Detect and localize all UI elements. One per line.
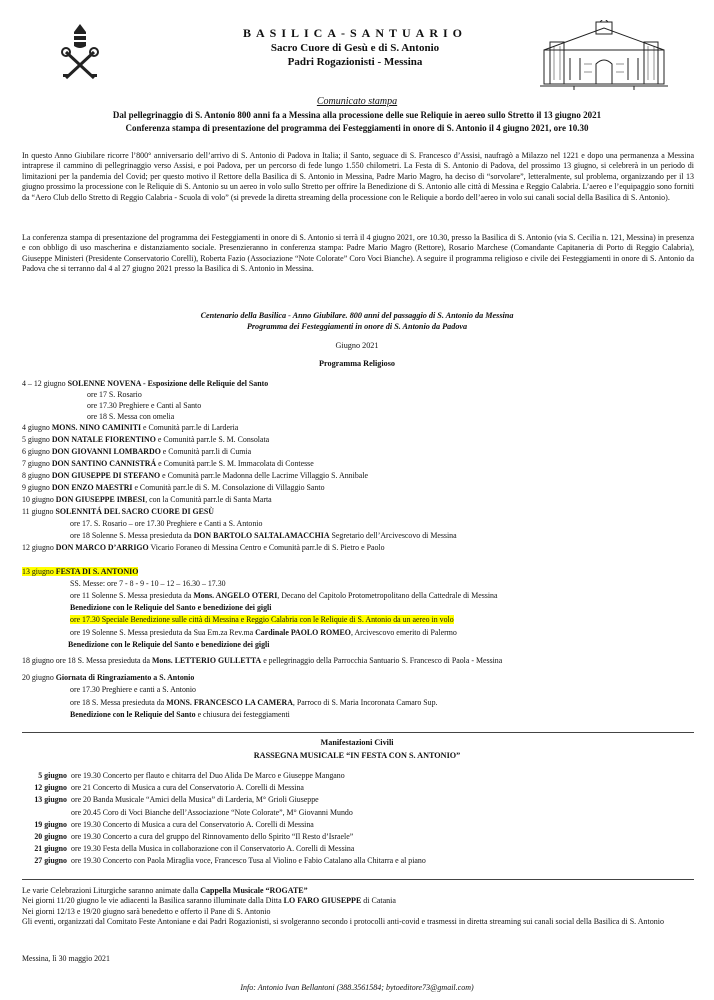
program-text: SOLENNITÁ DEL SACRO CUORE DI GESÙ [55, 507, 214, 516]
program-text: Benedizione con le Reliquie del Santo e benedizione dei gigli [70, 603, 272, 612]
program-text: FESTA DI S. ANTONIO [55, 567, 139, 576]
religious-program-row [22, 507, 214, 517]
date-line: Messina, lì 30 maggio 2021 [22, 954, 110, 963]
program-text: Mons. ANGELO OTERI [193, 591, 278, 600]
program-text: ore 17.30 Preghiere e Canti al Santo [87, 401, 202, 410]
concert-description: ore 19.30 Festa della Musica in collaborazione con il Conservatorio A. Corelli di Messina [71, 844, 355, 854]
program-text: ore 11 Solenne S. Messa presieduta da [70, 591, 194, 600]
concert-date: 21 giugno [34, 844, 67, 854]
basilica-subtitle: Sacro Cuore di Gesù e di S. Antonio [270, 42, 440, 54]
concert-description: ore 19.30 Concerto di Musica a cura del Conservatorio A. Corelli di Messina [71, 819, 314, 829]
concert-date: 5 giugno [38, 771, 67, 780]
program-text: 12 giugno [22, 543, 56, 552]
contact-info: Info: Antonio Ivan Bellantoni (388.3561584; bytoeditore73@gmail.com) [240, 983, 474, 992]
concert-description: ore 19.30 Concerto con Paola Miraglia voce, Francesco Tusa al Violino e Fabio Catalano alla Chitarra e al piano [71, 856, 426, 866]
program-text: SOLENNE NOVENA - Esposizione delle Reliquie del Santo [67, 379, 269, 388]
program-text: ore 18 S. Messa con omelia [87, 412, 175, 421]
program-text: DON GIUSEPPE IMBESI [55, 495, 146, 504]
program-text: 4 giugno [22, 423, 52, 432]
program-text: e Comunità parr.le S. M. Immacolata di Contesse [156, 459, 314, 468]
basilica-order: Padri Rogazionisti - Messina [287, 56, 423, 68]
closing-text: Nei giorni 12/13 e 19/20 giugno sarà benedetto e offerto il Pane di S. Antonio [22, 906, 271, 916]
closing-text: Nei giorni 11/20 giugno le vie adiacenti la Basilica saranno illuminate dalla Ditta [22, 896, 284, 906]
program-text: 18 giugno ore 18 S. Messa presieduta da [22, 656, 152, 665]
program-text: Cardinale PAOLO ROMEO [255, 628, 351, 637]
program-header-line2: Programma dei Festeggiamenti in onore di S. Antonio da Padova [246, 322, 468, 331]
program-text: 4 – 12 giugno [22, 379, 68, 388]
program-month: Giugno 2021 [335, 341, 379, 350]
religious-program-row [70, 710, 290, 720]
program-text: ore 18 S. Messa presieduta da [70, 698, 167, 707]
religious-program-row [70, 628, 457, 638]
religious-program-row [22, 379, 268, 389]
concert-date: 27 giugno [34, 856, 67, 866]
religious-program-row [87, 401, 201, 411]
program-text: DON GIOVANNI LOMBARDO [51, 447, 161, 456]
religious-program-row [22, 656, 502, 666]
closing-text: Gli eventi, organizzati dal Comitato Feste Antoniane e dai Padri Rogazionisti, si svolgeranno secondo i protocolli anti-covid e trasmessi in diretta streaming sui canali social della Basilica di S. Antonio [22, 917, 664, 927]
program-text: 9 giugno [22, 483, 52, 492]
press-release-label: Comunicato stampa [316, 96, 398, 107]
intro-paragraph-2: La conferenza stampa di presentazione del programma dei Festeggiamenti in onore di S. Antonio si terrà il 4 giugno 2021, ore 10.30, presso la Basilica di S. Antonio (via S. Cecilia n. 121, Messina) in presenza e con obbligo di uso mascherina e distanziamento sociale. Presenzieranno in conferenza stampa: Padre Mario Magro (Rettore), Rosario Marchese (Comandante Capitaneria di Porto di Reggio Calabria), Giuseppe Ministeri (Presidente Conservatorio Corelli), Roberta Fazio (Associazione “Note Colorate” Coro Voci Bianche). A seguire il programma religioso e civile dei Festeggiamenti in onore di S. Antonio da Padova che si terranno dal 4 al 27 giugno 2021 presso la Basilica di S. Antonio in Messina. [22, 233, 694, 274]
religious-program-row [87, 412, 174, 422]
religious-program-row [70, 531, 457, 541]
religious-program-row [70, 685, 196, 695]
civil-events-title: Manifestazioni Civili [320, 738, 394, 747]
program-header-line1: Centenario della Basilica - Anno Giubilare. 800 anni del passaggio di S. Antonio da Messina [200, 311, 514, 320]
program-text: ore 17. S. Rosario – ore 17.30 Preghiere e Canti a S. Antonio [70, 519, 263, 528]
concert-row [22, 783, 304, 793]
program-text: Segretario dell’Arcivescovo di Messina [329, 531, 457, 540]
music-festival-title: RASSEGNA MUSICALE “IN FESTA CON S. ANTONIO” [253, 751, 461, 760]
section-divider [22, 732, 694, 733]
religious-program-row [22, 483, 325, 493]
concert-date: 20 giugno [34, 832, 67, 841]
program-text: 7 giugno [22, 459, 52, 468]
intro-paragraph-1: In questo Anno Giubilare ricorre l’800° anniversario dell’arrivo di S. Antonio di Padova in Italia; il Santo, seguace di S. Francesco d’Assisi, naufragò a Milazzo nel 1221 e dopo una permanenza a Messina intraprese il cammino di pellegrinaggio verso Assisi, e poi Padova, per un percorso di fede lungo 1.550 chilometri. La Festa di S. Antonio di Padova, del prossimo 13 giugno, si celebrerà in un periodo di limitazioni per la pandemia del Covid; per questo motivo il Rettore della Basilica di S. Antonio in Messina, Padre Mario Magro, ha deciso di “sorvolare”, letteralmente, sul problema, organizzando per il 13 giugno prossimo la processione con le Reliquie di S. Antonio su un aereo in volo sullo Stretto per offrire la Benedizione di S. Antonio alle città di Messina e Reggio Calabria. L’aereo e l’equipaggio sono forniti da “Aero Club dello Stretto di Reggio Calabria - Scuola di volo” (si prevede la diretta streaming della processione con le Reliquie a bordo dell’aereo in volo sui canali social della Basilica di S. Antonio). [22, 151, 694, 202]
program-text: MONS. FRANCESCO LA CAMERA [166, 698, 293, 707]
concert-description: ore 20.45 Coro di Voci Bianche dell’Associazione “Note Colorate”, M° Giovanni Mundo [71, 807, 353, 817]
program-text: 11 giugno [22, 507, 56, 516]
closing-text: Le varie Celebrazioni Liturgiche saranno animate dalla [22, 886, 201, 895]
program-text: 13 giugno [22, 567, 56, 576]
closing-text: di Catania [361, 896, 396, 906]
program-text: ore 17 S. Rosario [87, 390, 142, 399]
concert-row [22, 844, 354, 854]
letterhead [0, 8, 714, 88]
program-text: , Arcivescovo emerito di Palermo [350, 628, 457, 637]
concert-date: 19 giugno [34, 819, 67, 829]
religious-program-row [70, 519, 262, 529]
program-text: Mons. LETTERIO GULLETTA [151, 656, 262, 665]
concert-date: 13 giugno [34, 795, 67, 805]
program-text: DON GIUSEPPE DI STEFANO [51, 471, 161, 480]
religious-program-row [70, 591, 498, 601]
religious-program-row [70, 603, 271, 613]
program-text: e chiusura dei festeggiamenti [195, 710, 290, 719]
program-text: 5 giugno [22, 435, 52, 444]
religious-program-row [22, 435, 269, 445]
program-text: , Decano del Capitolo Protometropolitano della Cattedrale di Messina [277, 591, 498, 600]
religious-program-row [87, 390, 142, 400]
closing-note [22, 907, 694, 917]
program-text: MONS. NINO CAMINITI [51, 423, 142, 432]
concert-row [22, 795, 319, 805]
religious-program-row [70, 579, 226, 589]
program-text: e Comunità parr.le di S. M. Consolazione di Villaggio Santo [132, 483, 325, 492]
religious-program-row [22, 447, 251, 457]
concert-description: ore 19.30 Concerto per flauto e chitarra del Duo Alida De Marco e Giuseppe Mangano [71, 771, 345, 780]
program-text: DON BARTOLO SALTALAMACCHIA [193, 531, 330, 540]
concert-description: ore 21 Concerto di Musica a cura del Conservatorio A. Corelli di Messina [71, 783, 304, 793]
program-text: , con la Comunità parr.le di Santa Marta [145, 495, 272, 504]
closing-text: LO FARO GIUSEPPE [283, 896, 362, 906]
program-text: ore 17.30 Preghiere e canti a S. Antonio [70, 685, 196, 694]
concert-row [22, 832, 353, 842]
basilica-building-icon [540, 20, 668, 90]
concert-row [22, 856, 426, 866]
religious-program-row [22, 543, 385, 553]
program-text: , Parroco di S. Maria Incoronata Camaro Sup. [292, 698, 438, 707]
program-text: SS. Messe: ore 7 - 8 - 9 - 10 – 12 – 16.30 – 17.30 [70, 579, 226, 588]
program-text: e Comunità parr.le S. M. Consolata [155, 435, 270, 444]
concert-row [22, 808, 353, 818]
program-text: ore 18 Solenne S. Messa presieduta da [70, 531, 194, 540]
program-text: ore 17.30 Speciale Benedizione sulle città di Messina e Reggio Calabria con le Reliquie di S. Antonio da un aereo in volo [70, 615, 454, 624]
religious-program-row [22, 471, 368, 481]
program-text: e Comunità parr.le di Larderia [141, 423, 239, 432]
concert-row [22, 771, 345, 781]
program-text: Benedizione con le Reliquie del Santo [70, 710, 196, 719]
concert-row [22, 820, 314, 830]
program-text: Giornata di Ringraziamento a S. Antonio [55, 673, 195, 682]
concert-description: ore 19.30 Concerto a cura del gruppo del Rinnovamento dello Spirito “Il Resto d’Israele” [71, 832, 354, 841]
program-text: e Comunità parr.le Madonna delle Lacrime Villaggio S. Annibale [160, 471, 368, 480]
program-text: Benedizione con le Reliquie del Santo e benedizione dei gigli [68, 640, 270, 649]
program-text: 10 giugno [22, 495, 56, 504]
religious-program-row [22, 495, 272, 505]
program-text: e pellegrinaggio della Parrocchia Santuario S. Francesco di Paola - Messina [261, 656, 503, 665]
religious-program-row [22, 673, 194, 683]
papal-tiara-keys-icon [60, 22, 100, 82]
program-text: 6 giugno [22, 447, 52, 456]
program-text: e Comunità parr.li di Cumia [160, 447, 252, 456]
program-text: DON NATALE FIORENTINO [51, 435, 156, 444]
religious-program-row [70, 615, 454, 625]
program-text: DON ENZO MAESTRI [51, 483, 133, 492]
closing-text: Cappella Musicale “ROGATE” [200, 886, 308, 895]
concert-date: 12 giugno [34, 783, 67, 793]
section-divider-2 [22, 879, 694, 880]
subheadline: Conferenza stampa di presentazione del programma dei Festeggiamenti in onore di S. Antonio il 4 giugno 2021, ore 10.30 [125, 123, 589, 133]
closing-note [22, 896, 694, 906]
religious-program-row [68, 640, 269, 650]
religious-program-row [70, 698, 438, 708]
religious-program-row [22, 459, 314, 469]
program-religioso-title: Programma Religioso [318, 359, 396, 368]
program-text: DON MARCO D’ARRIGO [55, 543, 149, 552]
program-text: 20 giugno [22, 673, 56, 682]
program-text: 8 giugno [22, 471, 52, 480]
headline: Dal pellegrinaggio di S. Antonio 800 anni fa a Messina alla processione delle sue Reliquie in aereo sullo Stretto il 13 giugno 2021 [112, 110, 602, 120]
program-text: Vicario Foraneo di Messina Centro e Comunità parr.le di S. Pietro e Paolo [148, 543, 385, 552]
religious-program-row [22, 423, 238, 433]
basilica-title: BASILICA-SANTUARIO [242, 26, 468, 40]
closing-notes [22, 886, 694, 928]
program-text: ore 19 Solenne S. Messa presieduta da Sua Em.za Rev.ma [70, 628, 256, 637]
closing-note [22, 886, 694, 896]
religious-program-row [22, 567, 138, 577]
closing-note [22, 917, 694, 927]
program-text: DON SANTINO CANNISTRÁ [51, 459, 157, 468]
concert-description: ore 20 Banda Musicale “Amici della Musica” di Larderia, M° Grioli Giuseppe [71, 795, 319, 805]
